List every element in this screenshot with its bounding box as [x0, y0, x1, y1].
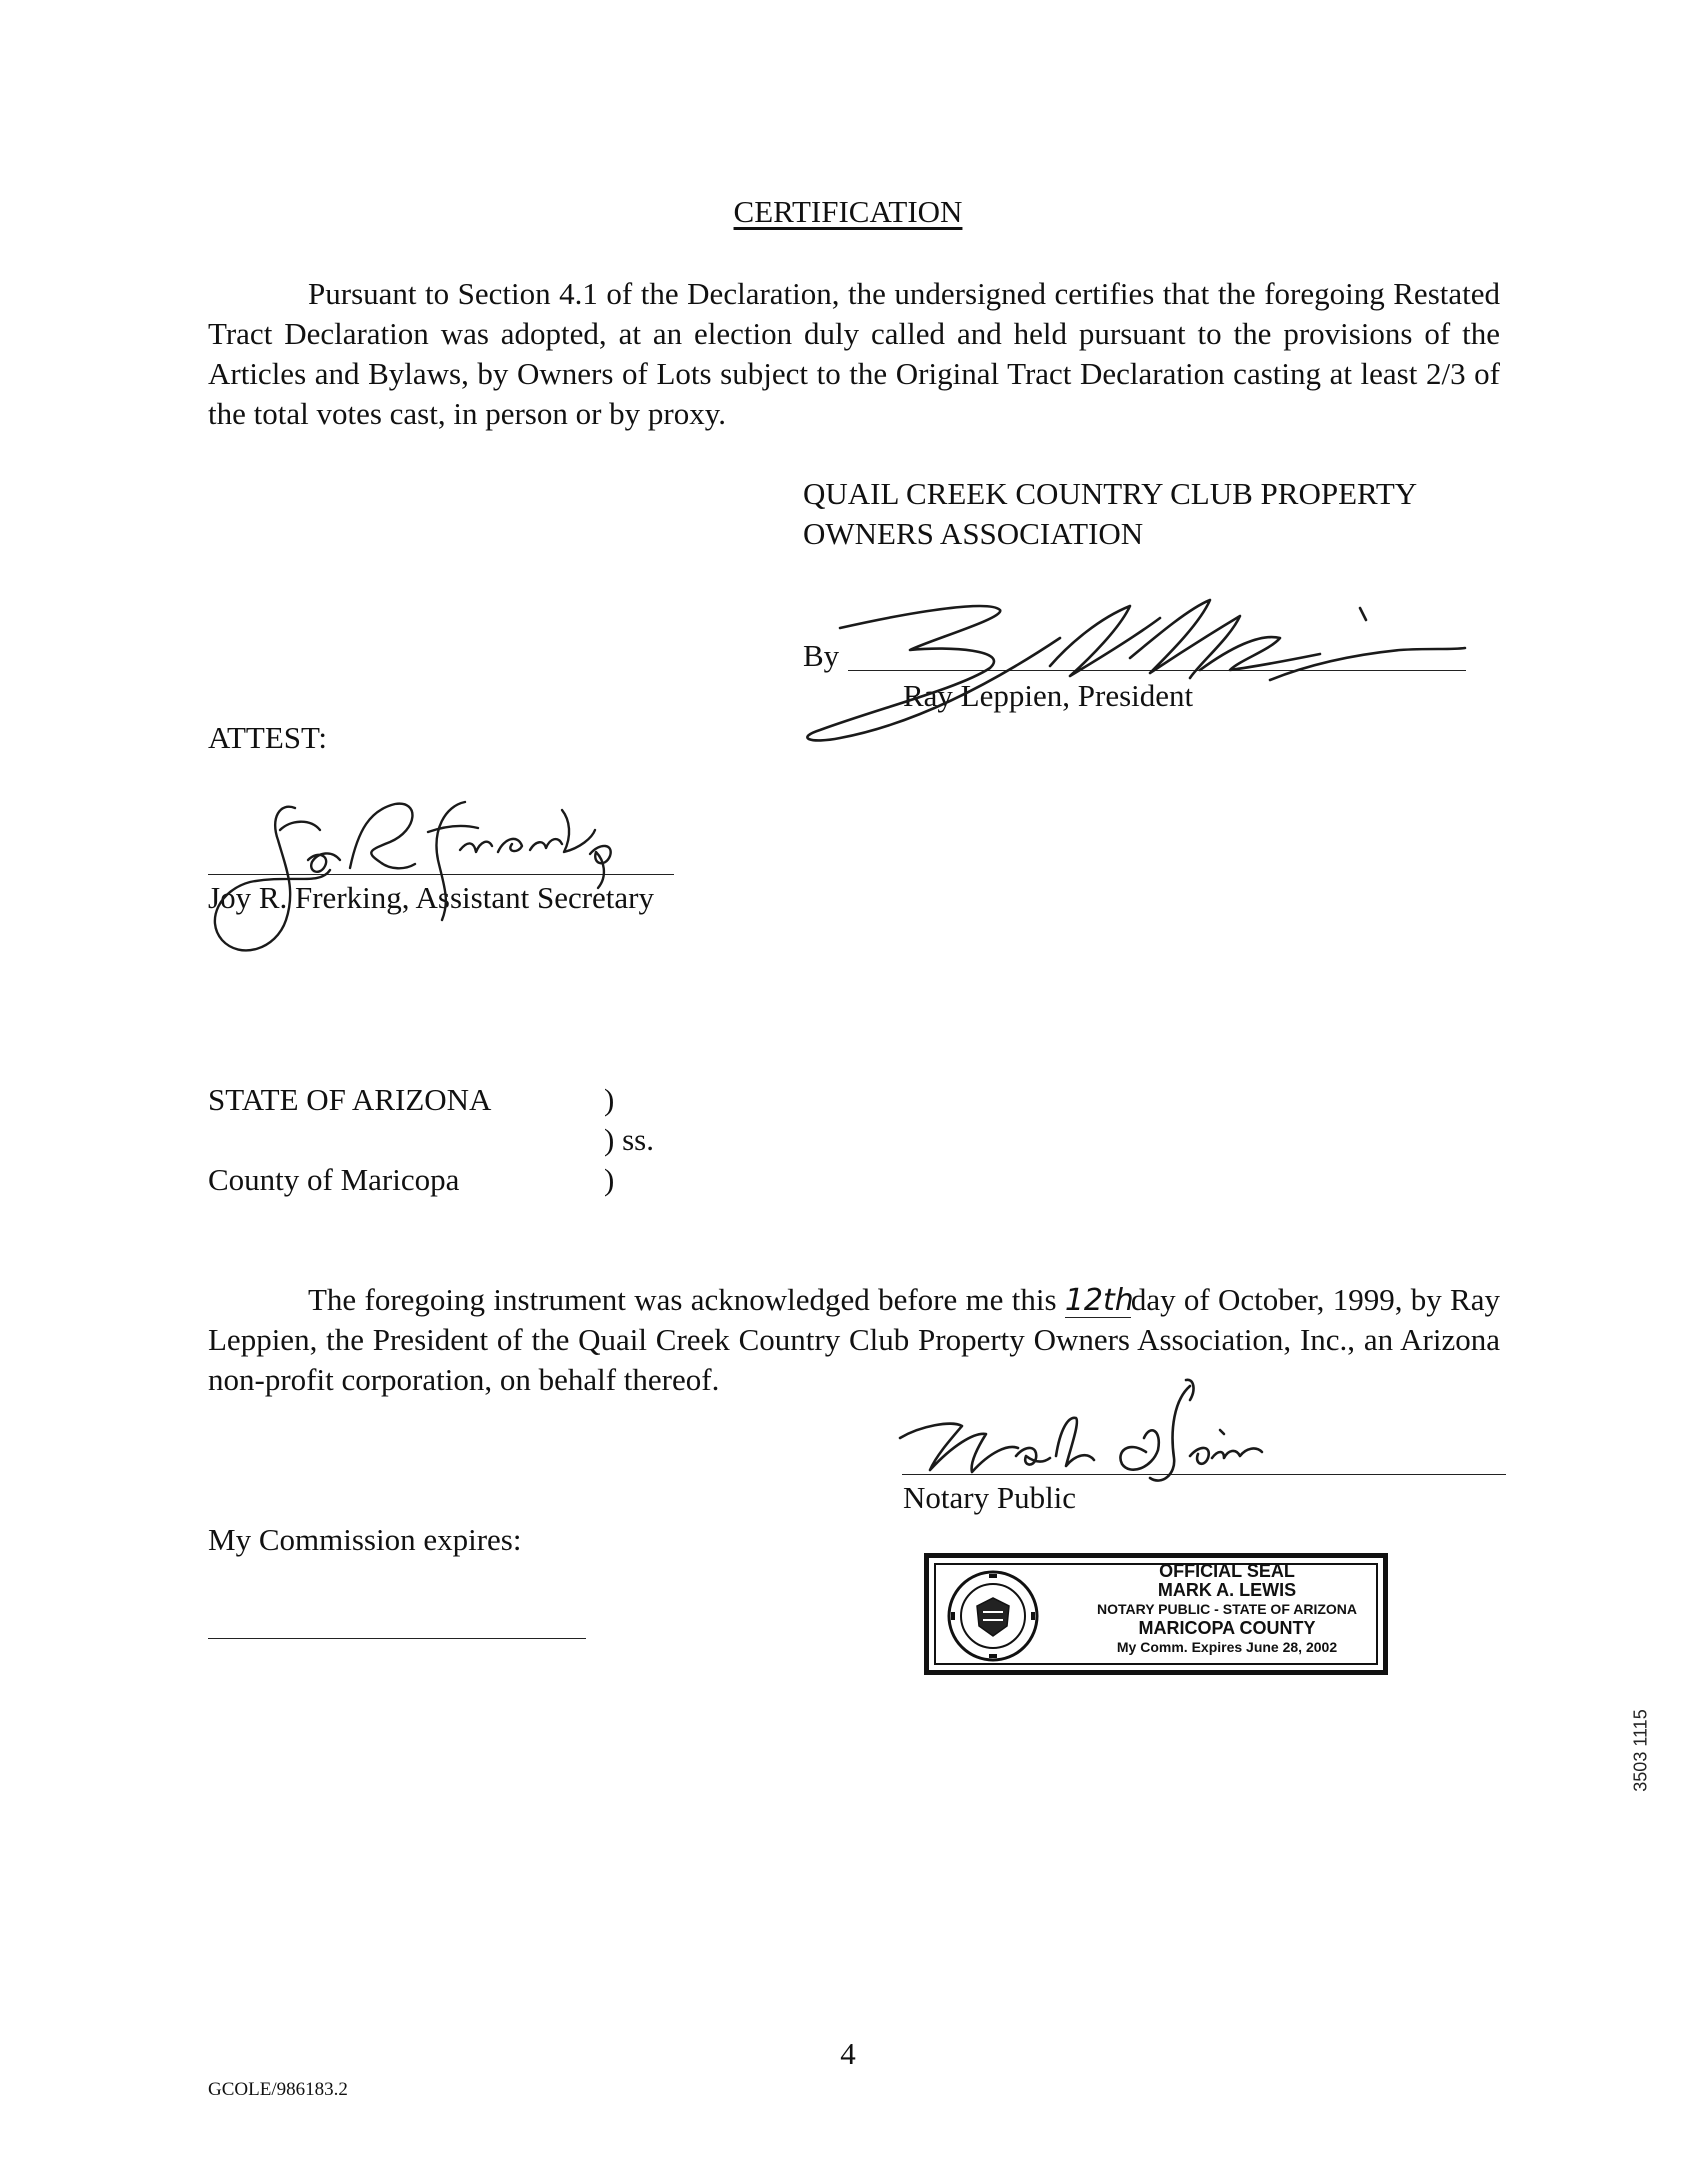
title-text: CERTIFICATION [733, 194, 963, 229]
page-number: 4 [840, 2036, 856, 2071]
attest-label: ATTEST: [208, 720, 328, 755]
acknowledgment-text [208, 1280, 1500, 1400]
seal-line-expires: My Comm. Expires June 28, 2002 [1116, 1639, 1338, 1655]
venue-ss: ) ss. [604, 1122, 654, 1157]
venue-paren-top: ) [604, 1082, 615, 1117]
president-handwritten-signature [800, 588, 1480, 748]
venue-state: STATE OF ARIZONA [208, 1082, 492, 1117]
commission-label: My Commission expires: [208, 1522, 522, 1557]
certification-paragraph [208, 274, 1500, 434]
certification-text: Pursuant to Section 4.1 of the Declaration, the undersigned certifies that the foregoing Restated Tract Declaration was adopted, at an election duly called and held pursuant to the provisions of the Articles and Bylaws, by Owners of Lots subject to the Original Tract Declaration casting at least 2/3 of the total votes cast, in person or by proxy. [208, 276, 1500, 431]
acknowledgment-after-day: day of October, 1999, by Ray Leppien, the President of the Quail Creek Country Club Property Owners Association, Inc., an Arizona non-profit corporation, on behalf thereof. [208, 1282, 1500, 1397]
seal-line-notary: NOTARY PUBLIC - STATE OF ARIZONA [1096, 1601, 1358, 1617]
notary-label: Notary Public [903, 1480, 1077, 1515]
venue-paren-bottom: ) [604, 1162, 615, 1197]
association-name-line2: OWNERS ASSOCIATION [803, 516, 1144, 551]
president-signer-name: Ray Leppien, President [903, 678, 1194, 713]
seal-line-official: OFFICIAL SEAL [1159, 1561, 1295, 1581]
commission-expiry-line [208, 1638, 586, 1639]
attest-signer-name: Joy R. Frerking, Assistant Secretary [208, 880, 655, 915]
acknowledgment-day-handwritten: 12th [1064, 1283, 1134, 1318]
acknowledgment-before-day: The foregoing instrument was acknowledged before me this [308, 1282, 1065, 1317]
by-label: By [803, 638, 840, 673]
association-name-line1: QUAIL CREEK COUNTRY CLUB PROPERTY [803, 476, 1418, 511]
document-title [0, 192, 1696, 232]
attest-signature-line [208, 874, 674, 875]
seal-line-county: MARICOPA COUNTY [1138, 1618, 1316, 1638]
arizona-state-seal-icon [943, 1568, 1043, 1664]
margin-recording-stamp: 3503 1115 [1630, 1709, 1651, 1792]
notary-seal-stamp [924, 1553, 1388, 1675]
document-id: GCOLE/986183.2 [208, 2079, 348, 2100]
seal-text-block [1079, 1562, 1375, 1657]
venue-county: County of Maricopa [208, 1162, 460, 1197]
notary-signature-line [902, 1474, 1506, 1475]
seal-line-name: MARK A. LEWIS [1157, 1580, 1297, 1600]
president-signature-line [848, 670, 1466, 671]
acknowledgment-paragraph [208, 1280, 1500, 1400]
